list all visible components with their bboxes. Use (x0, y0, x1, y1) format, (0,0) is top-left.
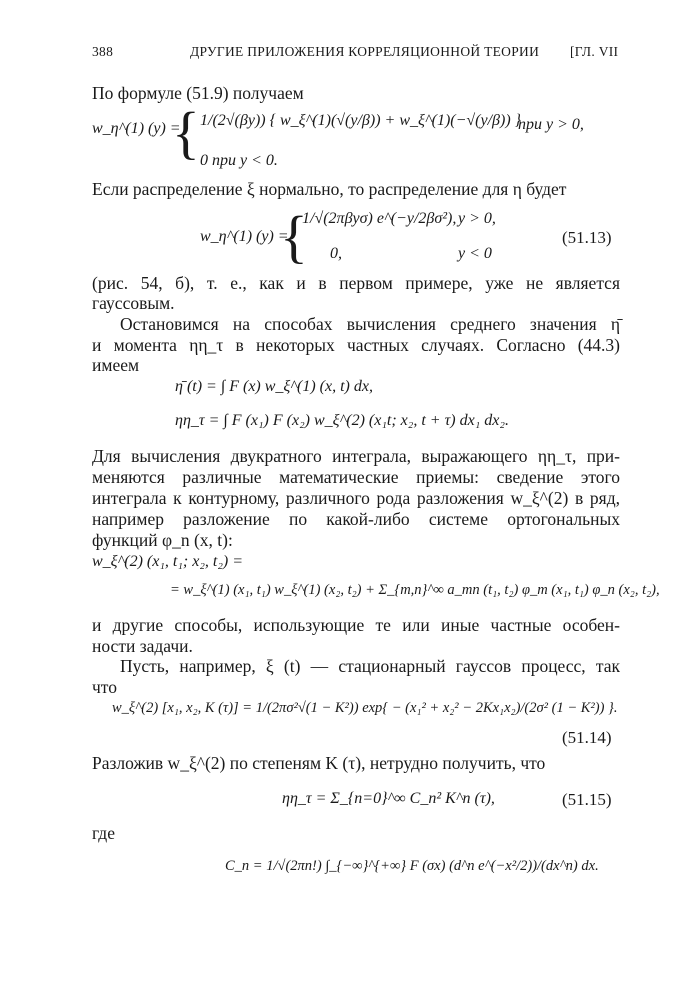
paragraph-7-line-2: что (92, 677, 117, 697)
paragraph-5-line-2: меняются различные математические приемы: сведение этого (92, 467, 620, 487)
equation-1-case-1: 1/(2√(βy)) { w_ξ^(1)(√(y/β)) + w_ξ^(1)(−√(y/β)) } (200, 112, 522, 129)
brace-2: { (280, 204, 308, 269)
equation-1-case-2: 0 при y < 0. (200, 152, 278, 169)
equation-2-case-2-condition: y < 0 (458, 245, 492, 262)
equation-1-case-1-condition: при y > 0, (518, 116, 584, 133)
equation-6-number: (51.14) (562, 728, 612, 747)
paragraph-3-line-2: гауссовым. (92, 293, 175, 313)
equation-1-lhs: w_η^(1) (y) = (92, 120, 181, 137)
equation-5-line-1: w_ξ^(2) (x₁, t₁; x₂, t₂) = (92, 553, 244, 570)
paragraph-2: Если распределение ξ нормально, то распределение для η будет (92, 179, 567, 199)
paragraph-3-line-1: (рис. 54, б), т. е., как и в первом примере, уже не является (92, 273, 620, 293)
chapter-label: [ГЛ. VII (570, 44, 619, 59)
paragraph-8: Разложив w_ξ^(2) по степеням K (τ), нетрудно получить, что (92, 753, 546, 773)
equation-7-number: (51.15) (562, 790, 612, 809)
paragraph-5-line-1: Для вычисления двукратного интеграла, выражающего ηη_τ, при- (92, 446, 620, 466)
equation-5-line-2: = w_ξ^(1) (x₁, t₁) w_ξ^(1) (x₂, t₂) + Σ_{m,n}^∞ a_mn (t₁, t₂) φ_m (x₁, t₁) φ_n (x₂, t₂), (170, 582, 660, 598)
equation-2-case-1-condition: y > 0, (458, 210, 496, 227)
paragraph-7-line-1: Пусть, например, ξ (t) — стационарный гауссов процесс, так (120, 656, 620, 676)
equation-4: ηη_τ = ∫ F (x₁) F (x₂) w_ξ^(2) (x₁t; x₂, t + τ) dx₁ dx₂. (175, 412, 509, 429)
running-title: ДРУГИЕ ПРИЛОЖЕНИЯ КОРРЕЛЯЦИОННОЙ ТЕОРИИ (190, 44, 540, 59)
paragraph-6-line-1: и другие способы, использующие те или иные частные особен- (92, 615, 620, 635)
equation-2-case-1: 1/√(2πβyσ) e^(−y/2βσ²), (302, 210, 457, 227)
paragraph-4-line-1: Остановимся на способах вычисления среднего значения η̄ (120, 314, 620, 334)
equation-2-lhs: w_η^(1) (y) = (200, 228, 289, 245)
paragraph-5-line-5: функций φ_n (x, t): (92, 530, 233, 550)
equation-7: ηη_τ = Σ_{n=0}^∞ C_n² K^n (τ), (282, 790, 495, 807)
page-number: 388 (92, 44, 114, 59)
equation-2-case-2: 0, (330, 245, 342, 262)
paragraph-1: По формуле (51.9) получаем (92, 83, 304, 103)
paragraph-4-line-2: и момента ηη_τ в некоторых частных случаях. Согласно (44.3) (92, 335, 620, 355)
brace-1: { (172, 100, 200, 165)
paragraph-9: где (92, 823, 115, 843)
paragraph-4-line-3: имеем (92, 355, 140, 375)
equation-2-number: (51.13) (562, 228, 612, 247)
paragraph-5-line-4: например разложение по какой-либо системе ортогональных (92, 509, 620, 529)
equation-6: w_ξ^(2) [x₁, x₂, K (τ)] = 1/(2πσ²√(1 − K²)) exp{ − (x₁² + x₂² − 2Kx₁x₂)/(2σ² (1 − K²)) }. (112, 700, 618, 716)
equation-8: C_n = 1/√(2πn!) ∫_{−∞}^{+∞} F (σx) (d^n e^(−x²/2))/(dx^n) dx. (225, 858, 599, 874)
paragraph-5-line-3: интеграла к контурному, различного рода разложения w_ξ^(2) в ряд, (92, 488, 620, 508)
equation-3: η̄ (t) = ∫ F (x) w_ξ^(1) (x, t) dx, (175, 378, 373, 395)
paragraph-6-line-2: ности задачи. (92, 636, 193, 656)
